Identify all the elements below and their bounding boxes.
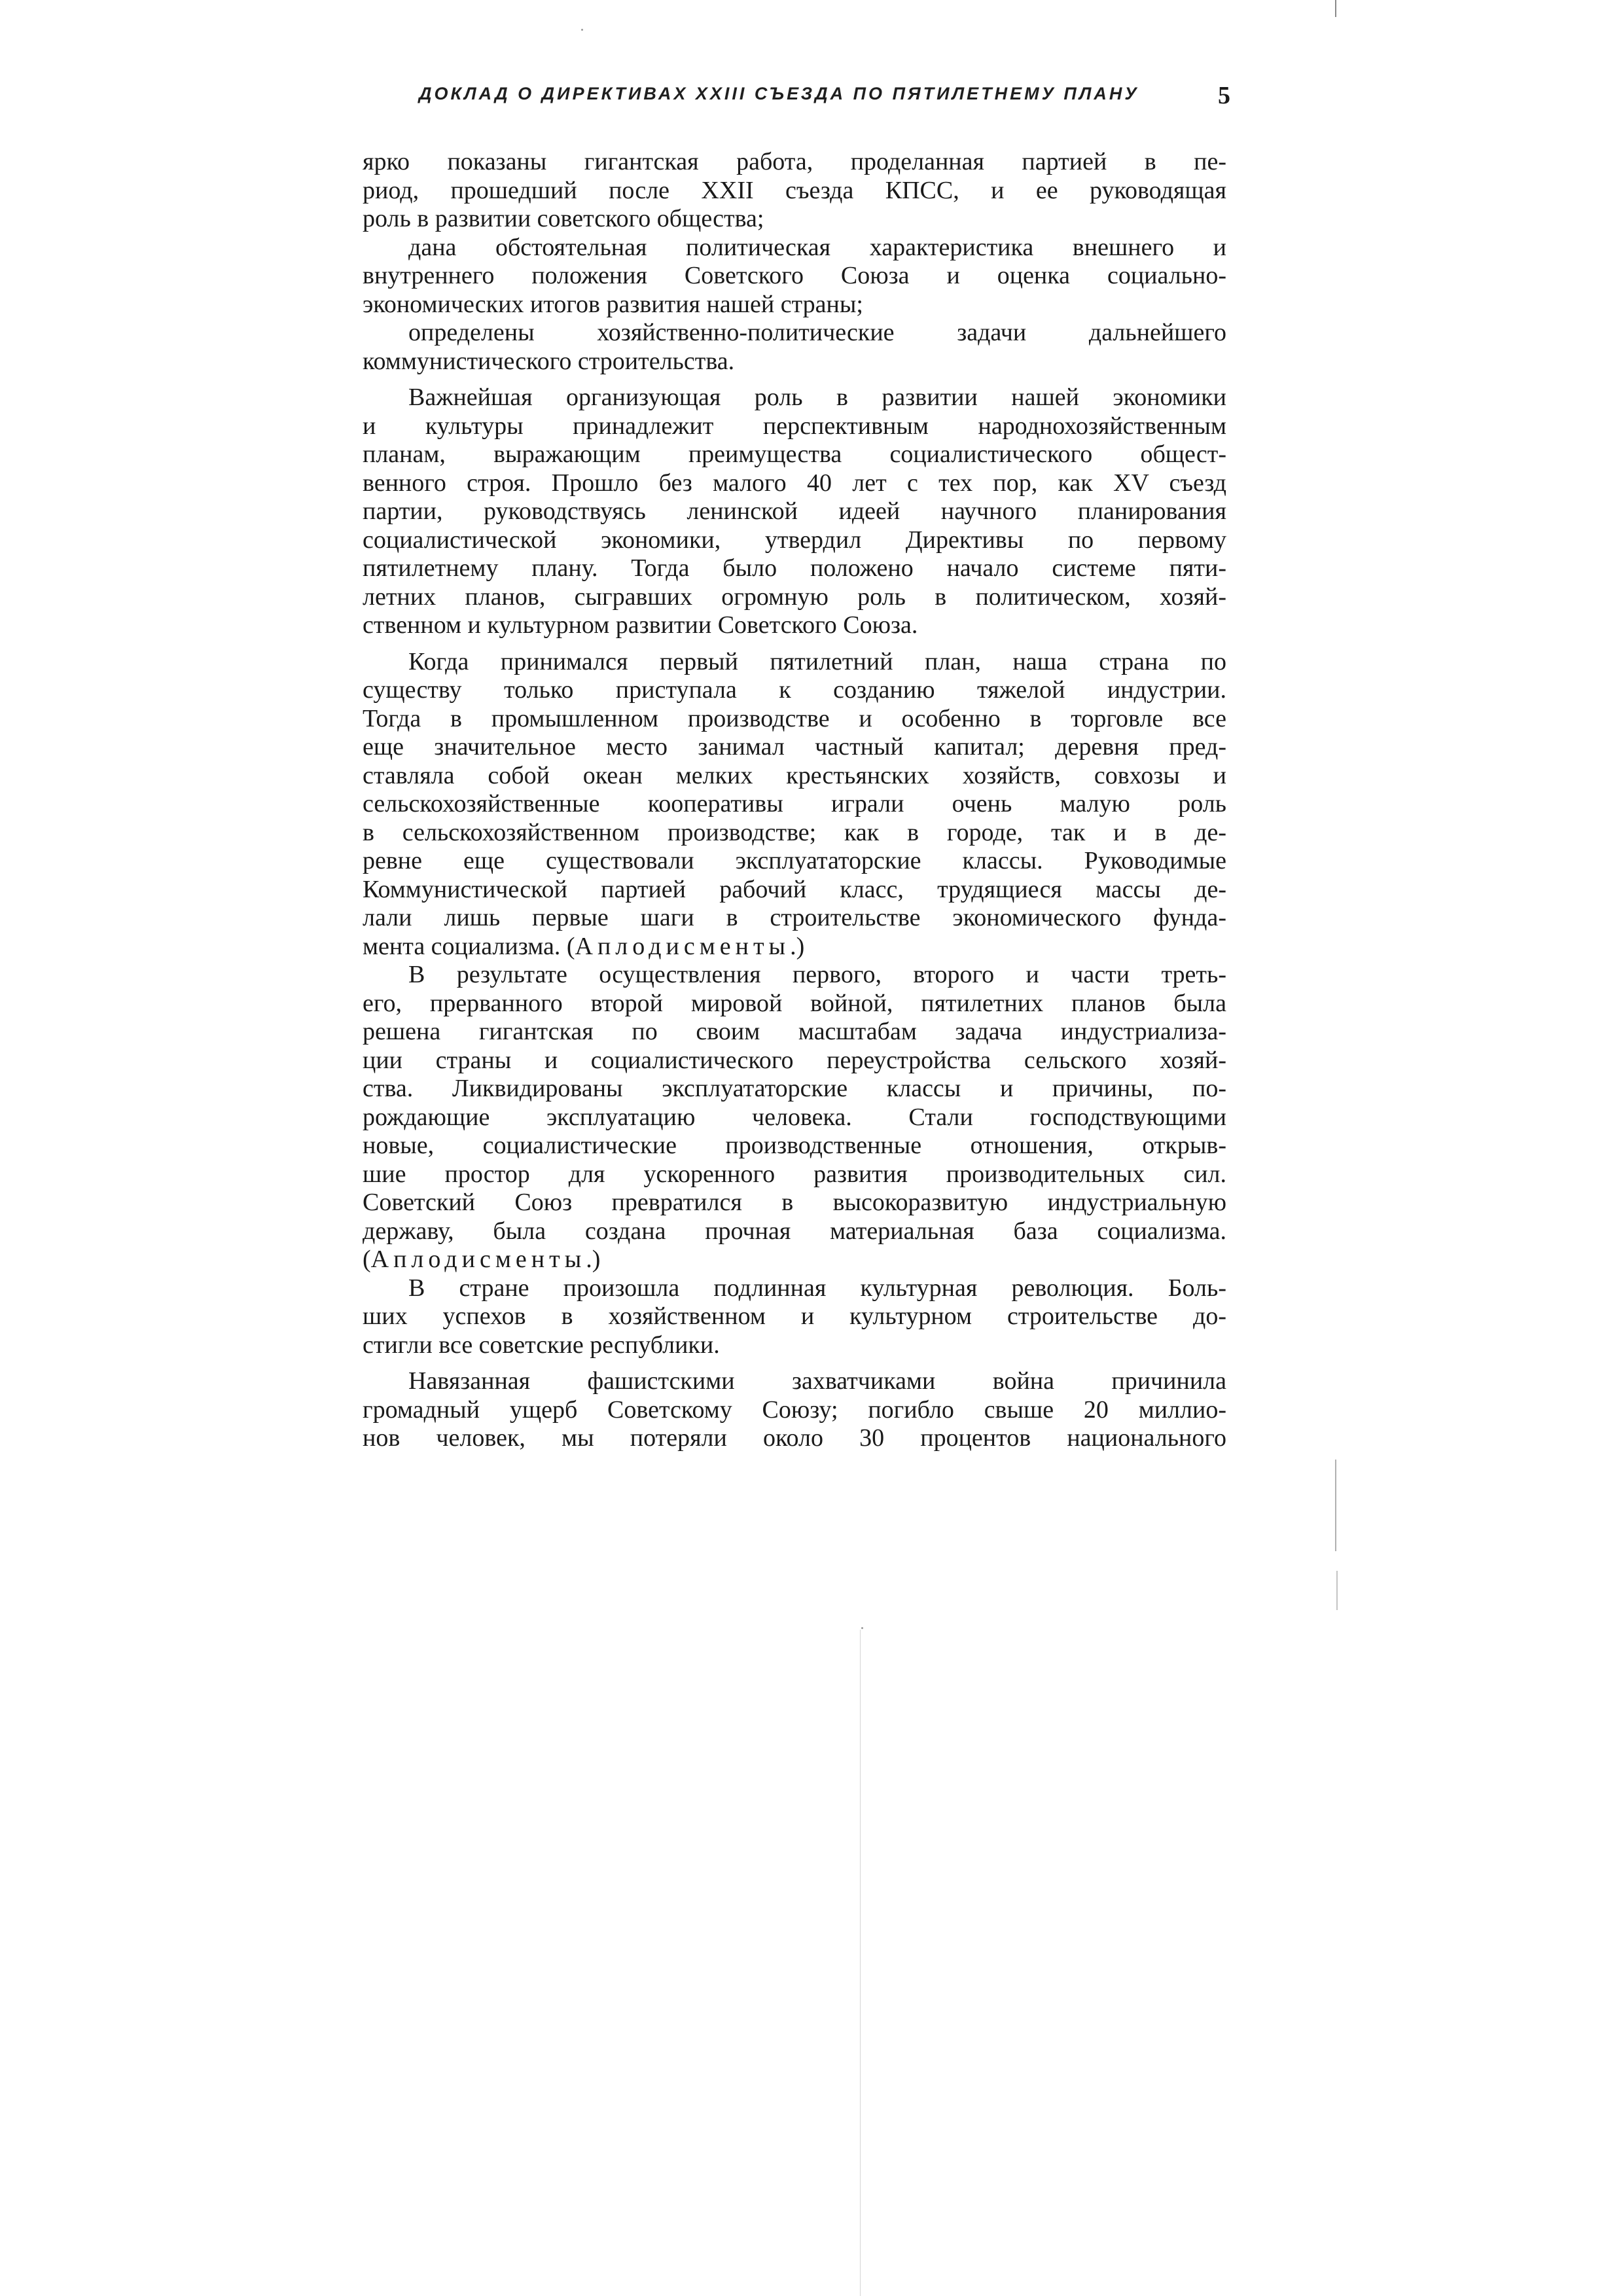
scan-margin-mark	[860, 1630, 861, 2296]
text-line: новые, социалистические производственные отношения, открыв-	[363, 1132, 1226, 1159]
text-line: социалистической экономики, утвердил Директивы по первому	[363, 526, 1226, 554]
text-fragment: мента социализма. (	[363, 932, 575, 960]
text-line: ярко показаны гигантская работа, проделанная партией в пе-	[363, 148, 1226, 175]
paragraph	[363, 648, 1226, 961]
text-line: шие простор для ускоренного развития производительных сил.	[363, 1160, 1226, 1188]
text-line: стигли все советские республики.	[363, 1331, 720, 1359]
text-line: пятилетнему плану. Тогда было положено начало системе пяти-	[363, 554, 1226, 582]
text-line: В стране произошла подлинная культурная революция. Боль-	[408, 1274, 1226, 1302]
text-line: ших успехов в хозяйственном и культурном строительстве до-	[363, 1302, 1226, 1330]
text-line: ставляла собой океан мелких крестьянских хозяйств, совхозы и	[363, 761, 1226, 789]
paragraph	[363, 961, 1226, 1274]
text-line: сельскохозяйственные кооперативы играли очень малую роль	[363, 790, 1226, 817]
text-line: партии, руководствуясь ленинской идеей научного планирования	[363, 497, 1226, 525]
paragraph	[363, 148, 1226, 234]
text-fragment: .)	[790, 932, 805, 960]
page-number: 5	[1218, 82, 1230, 109]
text-line: венного строя. Прошло без малого 40 лет с тех пор, как XV съезд	[363, 469, 1226, 497]
text-line: громадный ущерб Советскому Союзу; погибло свыше 20 миллио-	[363, 1395, 1226, 1424]
scan-margin-mark	[1336, 1571, 1338, 1610]
text-line: летних планов, сыгравших огромную роль в политическом, хозяй-	[363, 583, 1226, 611]
running-head	[419, 84, 1230, 123]
text-line: его, прерванного второй мировой войной, пятилетних планов была	[363, 989, 1226, 1017]
text-line: планам, выражающим преимущества социалистического общест-	[363, 440, 1226, 468]
text-line: Навязанная фашистскими захватчиками война причинила	[408, 1367, 1226, 1395]
text-line: экономических итогов развития нашей страны;	[363, 290, 863, 318]
text-line: Коммунистической партией рабочий класс, трудящиеся массы де-	[363, 875, 1226, 903]
text-line: ственном и культурном развитии Советского Союза.	[363, 611, 918, 639]
scan-speck	[581, 29, 583, 31]
text-line: ства. Ликвидированы эксплуататорские классы и причины, по-	[363, 1075, 1226, 1102]
text-fragment: (	[363, 1246, 371, 1273]
text-line: в сельскохозяйственном производстве; как в городе, так и в де-	[363, 818, 1226, 846]
text-line	[363, 933, 1226, 961]
paragraph	[363, 234, 1226, 319]
text-line: Тогда в промышленном производстве и особенно в торговле все	[363, 704, 1226, 732]
text-line: Важнейшая организующая роль в развитии нашей экономики	[408, 384, 1226, 411]
text-line: коммунистического строительства.	[363, 347, 735, 375]
running-title: ДОКЛАД О ДИРЕКТИВАХ XXIII СЪЕЗДА ПО ПЯТИЛЕТНЕМУ ПЛАНУ	[419, 84, 1139, 103]
text-line: нов человек, мы потеряли около 30 процентов национального	[363, 1424, 1226, 1452]
paragraph	[363, 384, 1226, 640]
text-line: внутреннего положения Советского Союза и оценка социально-	[363, 262, 1226, 289]
text-line: рождающие эксплуатацию человека. Стали господствующими	[363, 1103, 1226, 1131]
text-line: существу только приступала к созданию тяжелой индустрии.	[363, 676, 1226, 704]
scan-margin-mark	[1335, 1460, 1336, 1551]
applause-remark: Аплодисменты	[575, 932, 791, 960]
paragraph	[363, 319, 1226, 376]
text-line: роль в развитии советского общества;	[363, 205, 764, 232]
text-line: еще значительное место занимал частный капитал; деревня пред-	[363, 733, 1226, 761]
text-line: В результате осуществления первого, второго и части треть-	[408, 961, 1226, 988]
paragraph	[363, 1274, 1226, 1360]
text-line: Советский Союз превратился в высокоразвитую индустриальную	[363, 1189, 1226, 1216]
text-line: державу, была создана прочная материальная база социализма.	[363, 1217, 1226, 1245]
scan-speck	[861, 1627, 863, 1629]
text-line: решена гигантская по своим масштабам задача индустриализа-	[363, 1018, 1226, 1045]
text-line: ции страны и социалистического переустройства сельского хозяй-	[363, 1046, 1226, 1074]
text-line: определены хозяйственно-политические задачи дальнейшего	[408, 319, 1226, 346]
applause-remark: Аплодисменты	[370, 1246, 586, 1273]
text-line: лали лишь первые шаги в строительстве экономического фунда-	[363, 904, 1226, 931]
body-text	[363, 148, 1226, 1453]
text-line: и культуры принадлежит перспективным народнохозяйственным	[363, 412, 1226, 440]
text-line: дана обстоятельная политическая характеристика внешнего и	[408, 233, 1226, 261]
text-line: Когда принимался первый пятилетний план, наша страна по	[408, 647, 1226, 675]
text-line: ревне еще существовали эксплуататорские классы. Руководимые	[363, 847, 1226, 874]
text-fragment: .)	[586, 1246, 601, 1273]
text-line	[363, 1246, 1226, 1274]
paragraph	[363, 1367, 1226, 1453]
scan-margin-mark	[1335, 0, 1336, 17]
text-line: риод, прошедший после XXII съезда КПСС, и ее руководящая	[363, 176, 1226, 204]
